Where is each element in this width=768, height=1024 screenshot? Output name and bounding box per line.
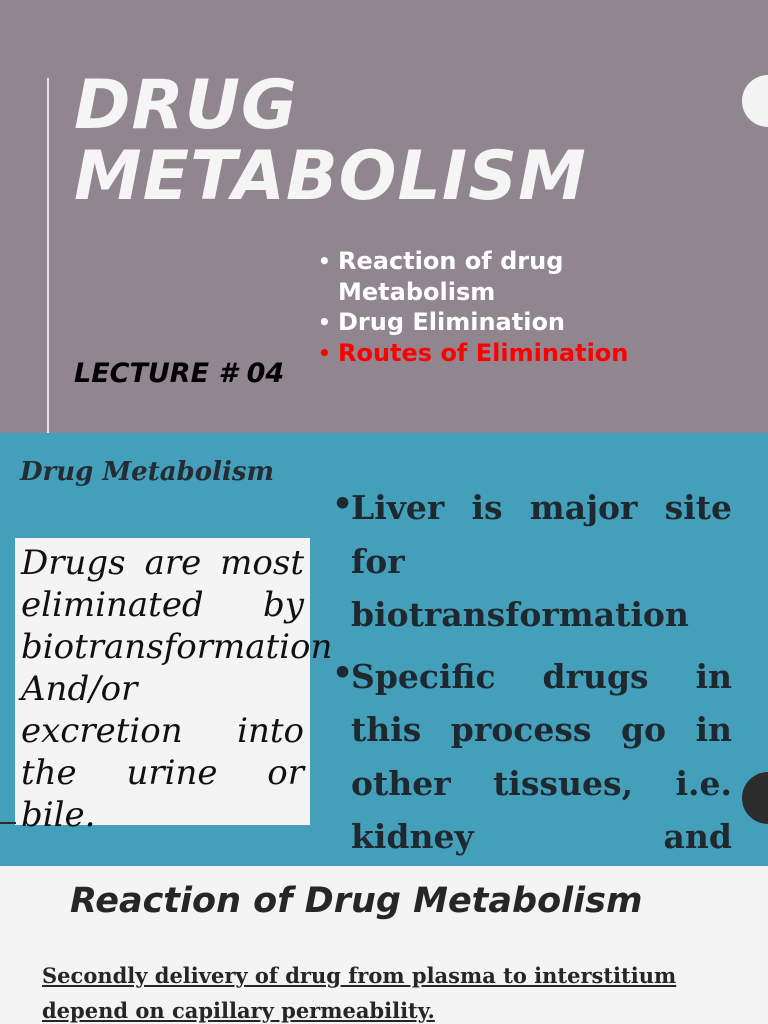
slide-heading: Drug Metabolism [20, 457, 274, 487]
reaction-slide [0, 866, 768, 1024]
fact-item-tissues: • Specific drugs in this process go in other tissues, i.e. kidney and [332, 650, 732, 867]
decorative-line [0, 822, 16, 824]
text-box [15, 538, 333, 835]
topic-item-reaction: • Reaction of drug Metabolism [318, 246, 628, 307]
decorative-circle [742, 75, 768, 127]
fact-list [332, 481, 732, 866]
drug-metabolism-slide [0, 433, 768, 866]
title-slide [0, 0, 768, 433]
text-box-content: Drugs are most eliminated by biotransformation And/or excretion into the urine or bile. [21, 543, 333, 835]
slide-body-text: Secondly delivery of drug from plasma to interstitium depend on capillary permeability. [42, 963, 677, 1023]
topic-list [318, 246, 628, 368]
topic-item-routes: • Routes of Elimination [318, 338, 628, 369]
title-line-1: DRUG [74, 66, 298, 145]
slide-title [74, 66, 587, 216]
decorative-circle-dark [742, 772, 768, 824]
topic-item-elimination: • Drug Elimination [318, 307, 628, 338]
slide-heading: Reaction of Drug Metabolism [70, 881, 643, 921]
fact-item-liver: • Liver is major site for biotransformation [332, 481, 732, 642]
vertical-divider [47, 78, 49, 433]
title-line-2: METABOLISM [74, 137, 587, 216]
lecture-number: LECTURE # 04 [74, 358, 285, 389]
